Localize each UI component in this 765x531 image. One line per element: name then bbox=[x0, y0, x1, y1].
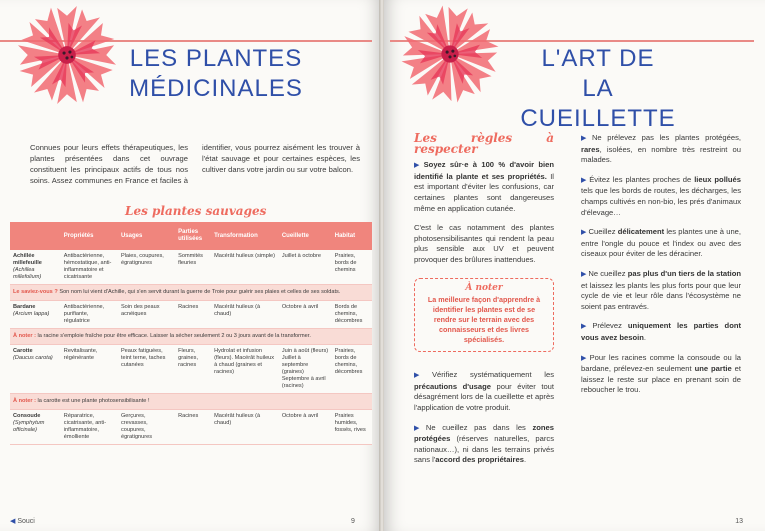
page-number: 9 bbox=[351, 518, 355, 525]
table-cell: Racines bbox=[175, 410, 211, 445]
callout-text: La meilleure façon d'apprendre à identifier les plantes est de se rendre sur le terrain avec des connaisseurs et des livres spécialisés. bbox=[427, 295, 541, 345]
rule-text: les plantes une à une, entre l'ongle du pouce et l'index ou avec des ciseaux pour éviter de les déraciner. bbox=[581, 227, 742, 259]
rule-text: tels que les bords de routes, les décharges, les champs cultivés en non-bio, les prés d'animaux d'élevage… bbox=[581, 186, 741, 217]
rule-paragraph bbox=[414, 370, 554, 413]
flower-illustration bbox=[8, 4, 126, 106]
rule-text: pour éviter tout désagrément lors de la cueillette et après l'application de votre produit. bbox=[414, 381, 554, 412]
rule-paragraph bbox=[414, 423, 554, 466]
page-title bbox=[508, 44, 688, 134]
rule-text: Ne cueillez pas dans les bbox=[425, 422, 533, 432]
table-cell: Macérât huileux (simple) bbox=[211, 250, 279, 285]
rule-emphasis: précautions d'usage bbox=[414, 381, 491, 391]
rule-emphasis: pas plus d'un tiers de la station bbox=[627, 268, 741, 278]
triangle-bullet-icon: ▶ bbox=[581, 354, 588, 362]
table-cell: Bords de chemins, décombres bbox=[332, 301, 372, 329]
page-title bbox=[126, 44, 306, 104]
left-page bbox=[0, 0, 381, 531]
title-line-1: LES PLANTES bbox=[129, 45, 303, 72]
triangle-bullet-icon: ▶ bbox=[581, 229, 587, 237]
table-row bbox=[10, 250, 372, 285]
rule-text: , isolées, en nombre très restreint ou malades. bbox=[581, 144, 741, 165]
note-text: la carotte est une plante photosensibilisante ! bbox=[36, 398, 150, 404]
table-cell: Macérât huileux (à chaud) bbox=[211, 301, 279, 329]
table-cell: Racines bbox=[175, 301, 211, 329]
table-header-cell: Cueillette bbox=[279, 222, 332, 250]
footer-brand: ◀ Souci bbox=[10, 517, 35, 525]
rule-text: Il est important d'éviter les confusions, car certaines plantes sont dangereuses même en application cutanée. bbox=[414, 171, 554, 213]
title-line-2: MÉDICINALES bbox=[129, 75, 303, 102]
rule-paragraph bbox=[581, 175, 741, 218]
note-callout bbox=[414, 278, 554, 353]
table-header-cell: Usages bbox=[118, 222, 175, 250]
table-header-cell bbox=[10, 222, 61, 250]
table-cell: Soin des peaux acnéiques bbox=[118, 301, 175, 329]
note-cell bbox=[10, 285, 372, 301]
section-heading: Les plantes sauvages bbox=[125, 204, 267, 218]
triangle-bullet-icon: ▶ bbox=[581, 135, 590, 142]
table-cell: Prairies, bords de chemins bbox=[332, 250, 372, 285]
rule-emphasis: rares bbox=[581, 144, 600, 154]
table-cell: Antibactérienne, purifiante, régulatrice bbox=[61, 301, 118, 329]
plant-name: Consoude bbox=[13, 413, 41, 419]
note-label: Le saviez-vous ? bbox=[13, 289, 58, 295]
plant-name-cell bbox=[10, 301, 61, 329]
table-cell: Prairies humides, fossés, rives bbox=[332, 410, 372, 445]
table-cell: Fleurs, graines, racines bbox=[175, 345, 211, 394]
table-cell: Réparatrice, cicatrisante, anti-inflammatoire, émolliente bbox=[61, 410, 118, 445]
rule-paragraph bbox=[414, 160, 554, 214]
table-header-cell: Propriétés bbox=[61, 222, 118, 250]
triangle-bullet-icon: ▶ bbox=[581, 176, 588, 184]
plant-name-cell bbox=[10, 410, 61, 445]
table-note-row bbox=[10, 285, 372, 301]
plant-latin-name: (Symphytum officinale) bbox=[13, 420, 45, 433]
note-label: À noter : bbox=[13, 333, 36, 339]
rule-paragraph bbox=[581, 227, 741, 260]
table-header-cell: Habitat bbox=[332, 222, 372, 250]
rule-text: . bbox=[643, 332, 647, 342]
table-row bbox=[10, 301, 372, 329]
table-cell: Revitalisante, régénérante bbox=[61, 345, 118, 394]
rule-text: et laissez les plants les plus forts pour que leur cycle de vie et leur rôle dans l'écosystème ne soient pas entravés. bbox=[581, 280, 741, 311]
table-cell: Antibactérienne, hémostatique, anti-inflammatoire et cicatrisante bbox=[61, 250, 118, 285]
plant-name-cell bbox=[10, 250, 61, 285]
triangle-bullet-icon: ▶ bbox=[414, 424, 424, 432]
right-page bbox=[384, 0, 765, 531]
triangle-bullet-icon: ▶ bbox=[414, 372, 430, 380]
table-cell: Octobre à avril bbox=[279, 301, 332, 329]
plant-name: Bardane bbox=[13, 304, 36, 310]
table-cell: Macérât huileux (à chaud) bbox=[211, 410, 279, 445]
rule-text: Cueillez bbox=[588, 227, 618, 237]
rule-text: Ne cueillez bbox=[588, 268, 628, 278]
rule-text: Évitez les plantes proches de bbox=[589, 174, 695, 184]
plant-name: Carotte bbox=[13, 348, 33, 354]
rule-text: et laissez le reste sur place en prenant soin de reboucher le trou. bbox=[581, 364, 741, 395]
rule-paragraph bbox=[581, 269, 741, 312]
callout-title: À noter bbox=[465, 282, 503, 293]
table-header-cell: Parties utilisées bbox=[175, 222, 211, 250]
plant-latin-name: (Daucus carota) bbox=[13, 355, 53, 361]
table-row bbox=[10, 410, 372, 445]
table-cell: Octobre à avril bbox=[279, 410, 332, 445]
rule-emphasis: uniquement les parties dont vous avez besoin bbox=[581, 321, 741, 342]
rule-emphasis: délicatement bbox=[617, 227, 665, 237]
plant-latin-name: (Arcium lappa) bbox=[13, 311, 50, 317]
table-cell: Hydrolat et infusion (fleurs). Macérât huileux à chaud (graines et racines) bbox=[211, 345, 279, 394]
rule-emphasis: une partie bbox=[694, 364, 732, 374]
rule-paragraph bbox=[581, 353, 741, 396]
title-line-2: LA CUEILLETTE bbox=[520, 75, 676, 132]
table-cell: Gerçures, crevasses, coupures, égratignures bbox=[118, 410, 175, 445]
text-column-left bbox=[414, 133, 554, 475]
table-cell: Plaies, coupures, égratignures bbox=[118, 250, 175, 285]
text-column-right bbox=[581, 133, 741, 405]
table-cell: Juillet à octobre bbox=[279, 250, 332, 285]
plant-name: Achillée millefeuille bbox=[13, 253, 42, 266]
intro-paragraph: Connues pour leurs effets thérapeutiques, les plantes présentées dans cet ouvrage constituent les principaux actifs de tous nos soins. Assez communes en France et faciles à identifier, vous pourrez aisément les trouver à l'état sauvage et pour certaines espèces, les cultiver dans votre jardin ou sur votre balcon. bbox=[30, 143, 360, 185]
page-number: 13 bbox=[735, 518, 743, 525]
rule-paragraph bbox=[581, 321, 741, 343]
note-text: la racine s'emploie fraîche pour être efficace. Laisser la sécher seulement 2 ou 3 jours avant de la transformer. bbox=[36, 333, 311, 339]
table-header-row bbox=[10, 222, 372, 250]
note-label: À noter : bbox=[13, 398, 36, 404]
rule-text: . bbox=[523, 455, 527, 465]
rule-emphasis: Soyez sûr·e à 100 % d'avoir bien identifié la plante et ses propriétés. bbox=[414, 160, 554, 181]
plants-table bbox=[10, 222, 372, 445]
rule-text: (réserves naturelles, parcs nationaux…), ni dans les terrains privés sans l' bbox=[414, 434, 554, 465]
rule-text: Pour les racines comme la consoude ou la bardane, prélevez-en seulement bbox=[581, 352, 741, 374]
rule-emphasis: accord des propriétaires bbox=[435, 455, 524, 465]
note-cell bbox=[10, 329, 372, 345]
plant-latin-name: (Achillea millefolium) bbox=[13, 267, 42, 280]
rule-text: Ne prélevez pas les plantes protégées, bbox=[591, 133, 741, 142]
note-cell bbox=[10, 394, 372, 410]
table-cell: Peaux fatiguées, teint terne, taches cutanées bbox=[118, 345, 175, 394]
rule-paragraph: C'est le cas notamment des plantes photosensibilisantes qui rendent la peau plus sensible aux UV et peuvent provoquer des brûlures inattendues. bbox=[414, 223, 554, 264]
note-text: Son nom lui vient d'Achille, qui s'en servit durant la guerre de Troie pour guérir ses plaies et celles de ses soldats. bbox=[57, 289, 341, 295]
table-row bbox=[10, 345, 372, 394]
table-cell: Prairies, bords de chemins, décombres bbox=[332, 345, 372, 394]
table-note-row bbox=[10, 329, 372, 345]
triangle-bullet-icon: ▶ bbox=[414, 162, 422, 170]
title-line-1: L'ART DE bbox=[541, 45, 655, 72]
rule-text: Vérifiez systématiquement les bbox=[431, 370, 554, 380]
section-heading: Les règles à respecter bbox=[414, 131, 554, 156]
table-note-row bbox=[10, 394, 372, 410]
table-header-cell: Transformation bbox=[211, 222, 279, 250]
rule-emphasis: zones protégées bbox=[414, 422, 555, 444]
rule-text: Prélevez bbox=[592, 321, 628, 331]
rule-paragraph bbox=[581, 133, 741, 166]
plant-name-cell bbox=[10, 345, 61, 394]
table-cell: Juin à août (fleurs) Juillet à septembre (graines) Septembre à avril (racines) bbox=[279, 345, 332, 394]
triangle-bullet-icon: ▶ bbox=[581, 323, 591, 331]
flower-illustration bbox=[392, 4, 508, 104]
table-cell: Sommités fleuries bbox=[175, 250, 211, 285]
triangle-bullet-icon: ▶ bbox=[581, 270, 587, 278]
rule-emphasis: lieux pollués bbox=[694, 174, 742, 184]
